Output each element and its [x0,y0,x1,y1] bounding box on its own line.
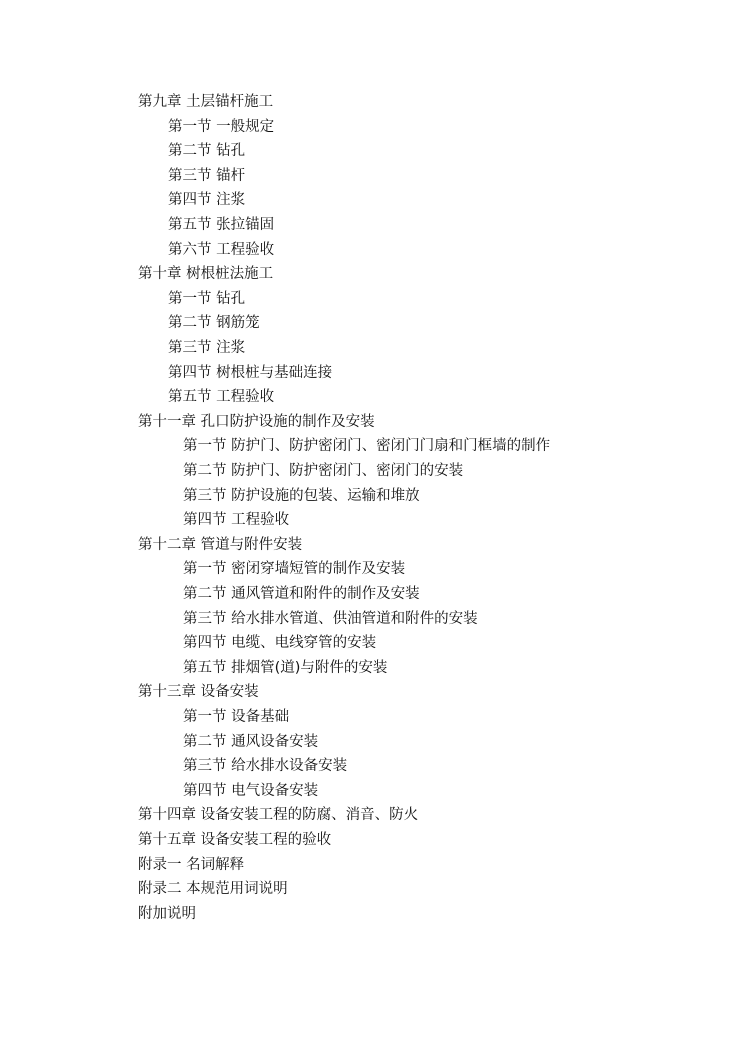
toc-chapter-entry: 附录二 本规范用词说明 [138,881,288,898]
toc-section-entry: 第一节 钻孔 [168,290,246,307]
toc-chapter-entry: 第十章 树根桩法施工 [138,266,274,283]
toc-section-entry: 第三节 注浆 [168,340,246,356]
toc-chapter-entry: 第十二章 管道与附件安装 [138,536,303,553]
toc-section-entry: 第四节 注浆 [168,192,246,209]
toc-section-entry: 第二节 钻孔 [168,143,246,160]
toc-section-entry: 第三节 防护设施的包装、运输和堆放 [183,487,420,504]
toc-chapter-entry: 第十五章 设备安装工程的验收 [138,832,332,848]
toc-section-entry: 第一节 密闭穿墙短管的制作及安装 [183,561,406,578]
toc-section-entry: 第一节 防护门、防护密闭门、密闭门门扇和门框墙的制作 [183,438,551,455]
toc-chapter-entry: 第九章 土层锚杆施工 [138,94,274,110]
toc-section-entry: 第四节 电缆、电线穿管的安装 [183,635,377,652]
toc-section-entry: 第四节 工程验收 [183,512,290,529]
toc-section-entry: 第一节 一般规定 [168,118,275,135]
toc-chapter-entry: 附加说明 [138,905,196,922]
toc-section-entry: 第六节 工程验收 [168,241,275,258]
toc-section-entry: 第四节 电气设备安装 [183,782,319,799]
toc-chapter-entry: 附录一 名词解释 [138,856,245,873]
toc-section-entry: 第三节 锚杆 [168,167,246,184]
toc-section-entry: 第一节 设备基础 [183,709,290,725]
toc-section-entry: 第五节 张拉锚固 [168,217,275,233]
toc-section-entry: 第三节 给水排水管道、供油管道和附件的安装 [183,610,478,627]
toc-section-entry: 第二节 钢筋笼 [168,315,260,332]
toc-section-entry: 第五节 排烟管(道)与附件的安装 [183,659,388,676]
toc-section-entry: 第五节 工程验收 [168,389,275,406]
toc-section-entry: 第二节 防护门、防护密闭门、密闭门的安装 [183,463,464,479]
toc-chapter-entry: 第十四章 设备安装工程的防腐、消音、防火 [138,807,419,824]
toc-chapter-entry: 第十一章 孔口防护设施的制作及安装 [138,413,375,430]
toc-section-entry: 第四节 树根桩与基础连接 [168,364,333,381]
toc-section-entry: 第三节 给水排水设备安装 [183,758,348,775]
toc-section-entry: 第二节 通风管道和附件的制作及安装 [183,586,420,602]
toc-chapter-entry: 第十三章 设备安装 [138,684,259,701]
toc-section-entry: 第二节 通风设备安装 [183,733,319,750]
